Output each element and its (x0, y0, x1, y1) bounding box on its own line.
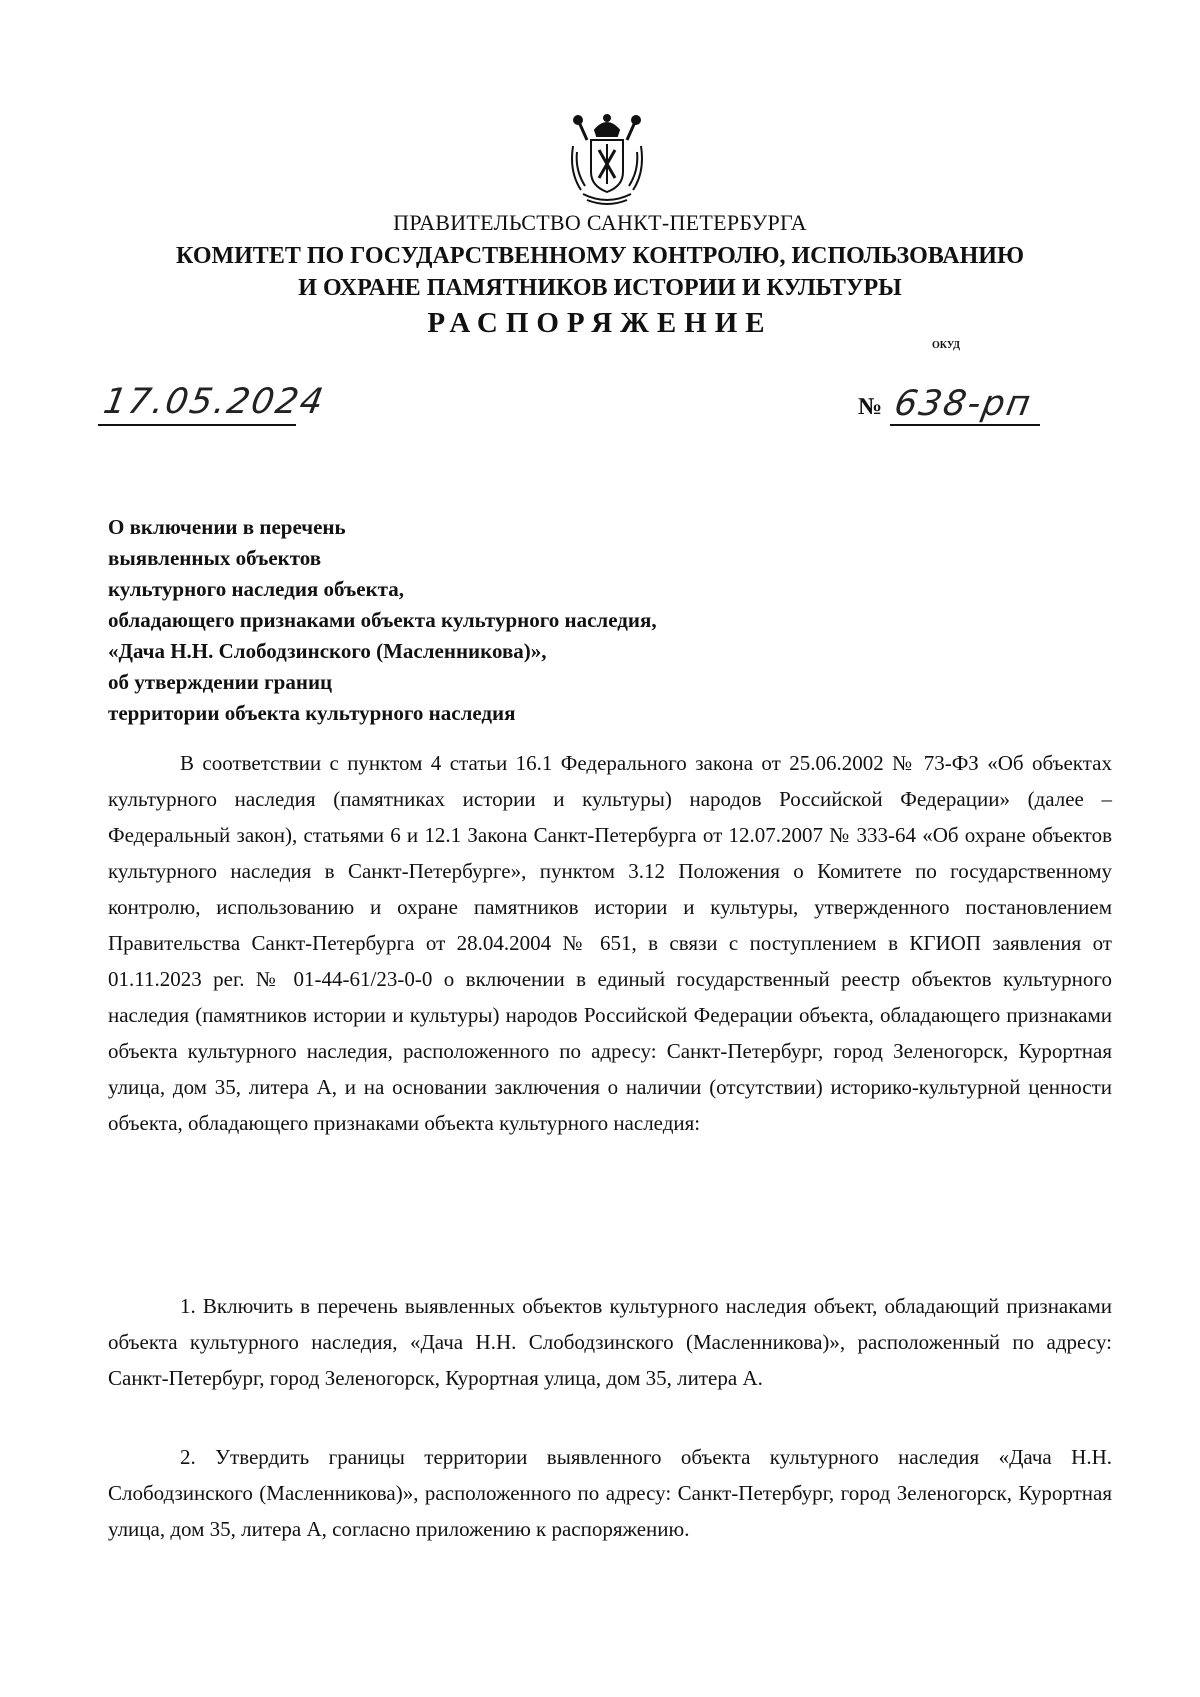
government-name: ПРАВИТЕЛЬСТВО САНКТ-ПЕТЕРБУРГА (393, 210, 807, 235)
document-date: 17.05.2024 (100, 382, 328, 422)
document-number: 638-рп (891, 384, 1036, 424)
committee-line-1: КОМИТЕТ ПО ГОСУДАРСТВЕННОМУ КОНТРОЛЮ, ИСПОЛЬЗОВАНИЮ (176, 243, 1024, 269)
subject-line: культурного наследия объекта, (108, 577, 404, 601)
document-subject (108, 512, 657, 729)
number-underline (890, 424, 1040, 426)
subject-line: обладающего признаками объекта культурного наследия, (108, 608, 657, 632)
committee-line-2: И ОХРАНЕ ПАМЯТНИКОВ ИСТОРИИ И КУЛЬТУРЫ (298, 275, 902, 301)
okud-label: ОКУД (932, 340, 961, 351)
subject-line: выявленных объектов (108, 546, 322, 570)
item-2-paragraph: 2. Утвердить границы территории выявленного объекта культурного наследия «Дача Н.Н. Слободзинского (Масленникова)», расположенного по адресу: Санкт-Петербург, город Зеленогорск, Курортная улица, дом 35, литера А, согласно приложению к распоряжению. (108, 1445, 1112, 1541)
number-sign: № (858, 394, 883, 420)
subject-line: территории объекта культурного наследия (108, 701, 516, 725)
subject-line: об утверждении границ (108, 670, 333, 694)
committee-name (0, 240, 1200, 304)
document-type-title: РАСПОРЯЖЕНИЕ (427, 307, 773, 339)
preamble-paragraph: В соответствии с пунктом 4 статьи 16.1 Федерального закона от 25.06.2002 № 73-ФЗ «Об объектах культурного наследия (памятниках истории и культуры) народов Российской Федерации» (далее – Федеральный закон), статьями 6 и 12.1 Закона Санкт-Петербурга от 12.07.2007 № 333-64 «Об охране объектов культурного наследия в Санкт-Петербурге», пунктом 3.12 Положения о Комитете по государственному контролю, использованию и охране памятников истории и культуры, утвержденного постановлением Правительства Санкт-Петербурга от 28.04.2004 № 651, в связи с поступлением в КГИОП заявления от 01.11.2023 рег. № 01-44-61/23-0-0 о включении в единый государственный реестр объектов культурного наследия (памятников истории и культуры) народов Российской Федерации объекта, обладающего признаками объекта культурного наследия, расположенного по адресу: Санкт-Петербург, город Зеленогорск, Курортная улица, дом 35, литера А, и на основании заключения о наличии (отсутствии) историко-культурной ценности объекта, обладающего признаками объекта культурного наследия: (108, 751, 1112, 1135)
coat-of-arms-icon (565, 112, 649, 208)
subject-line: «Дача Н.Н. Слободзинского (Масленникова)», (108, 639, 547, 663)
date-underline (98, 424, 296, 426)
subject-line: О включении в перечень (108, 515, 346, 539)
item-1-paragraph: 1. Включить в перечень выявленных объектов культурного наследия объект, обладающий признаками объекта культурного наследия, «Дача Н.Н. Слободзинского (Масленникова)», расположенный по адресу: Санкт-Петербург, город Зеленогорск, Курортная улица, дом 35, литера А. (108, 1294, 1112, 1390)
